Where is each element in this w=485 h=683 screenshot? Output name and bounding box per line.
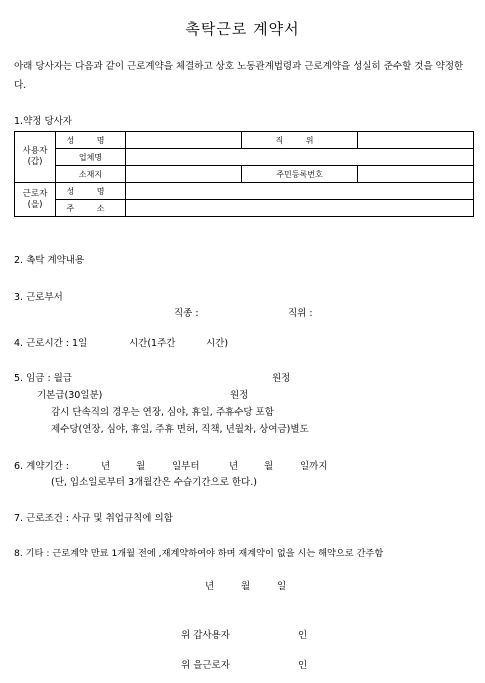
period-until: 일까지 [300,461,328,472]
parties-table [14,131,474,217]
period-month-1: 월 [136,461,146,472]
address-value[interactable] [126,166,242,183]
base-pay-won: 원정 [230,390,249,401]
worker-name-label: 성 명 [56,183,126,200]
business-name-label: 업체명 [56,149,126,166]
working-hours-weekly: 시간(1주간 [129,338,176,349]
employer-name-value[interactable] [126,132,242,149]
working-hours-label: 4. 근로시간 : 1일 [14,338,88,349]
worker-group-label [15,183,56,217]
section-1-heading: 1.약정 당사자 [14,116,72,127]
worker-label: 근로자 [22,188,48,199]
base-pay-label: 기본급(30일분) [37,390,103,401]
probation-note: (단, 입소일로부터 3개월간은 수습기간으로 한다.) [51,477,257,488]
period-year-2: 년 [229,461,239,472]
section-2-heading: 2. 촉탁 계약내용 [14,255,85,266]
employer-seal: 인 [298,630,308,641]
worker-address-label: 주 소 [56,200,126,217]
wage-note-1: 감시 단속직의 경우는 연장, 심야, 휴일, 주휴수당 포함 [51,407,274,418]
other-terms: 8. 기타 : 근로계약 만료 1개월 전에 ,재계약하여야 하며 재계약이 없을 시는 해약으로 간주함 [14,548,384,559]
employer-label-sub: (갑) [27,157,43,167]
date-year: 년 [205,581,215,592]
wage-label: 5. 임금 : 월급 [14,373,73,384]
worker-seal: 인 [298,660,308,671]
position-label: 직위 : [288,308,313,319]
intro-paragraph: 아래 당사자는 다음과 같이 근로계약을 체결하고 상호 노동관계법령과 근로계약을 성실히 준수할 것을 약정한다. [14,61,464,91]
worker-label-sub: (을) [27,199,43,210]
worker-name-value[interactable] [126,183,474,200]
wage-won: 원정 [272,373,291,384]
employer-label: 사용자 [22,146,48,156]
period-year-1: 년 [101,461,111,472]
wage-note-2: 제수당(연장, 심야, 휴일, 주휴 면허, 직책, 년월차, 상여금)별도 [51,424,309,435]
date-month: 월 [241,581,251,592]
working-hours-end: 시간) [206,338,229,349]
employer-position-value[interactable] [358,132,474,149]
address-label: 소재지 [56,166,126,183]
employer-group-label [15,132,56,183]
worker-address-value[interactable] [126,200,474,217]
resident-number-label: 주민등록번호 [242,166,358,183]
employer-position-label: 직 위 [242,132,358,149]
worker-signature-label: 위 을근로자 [181,660,230,671]
period-month-2: 월 [264,461,274,472]
resident-number-value[interactable] [358,166,474,183]
contract-period-label: 6. 계약기간 : [14,461,70,472]
employer-signature-label: 위 갑사용자 [181,630,230,641]
business-name-value[interactable] [126,149,474,166]
employer-name-label: 성 명 [56,132,126,149]
working-conditions: 7. 근로조건 : 사규 및 취업규칙에 의함 [14,513,173,524]
period-from: 일부터 [172,461,200,472]
section-3-heading: 3. 근로부서 [14,292,63,303]
job-type-label: 직종 : [174,308,199,319]
date-day: 일 [277,581,287,592]
document-title: 촉탁근로 계약서 [185,20,300,38]
